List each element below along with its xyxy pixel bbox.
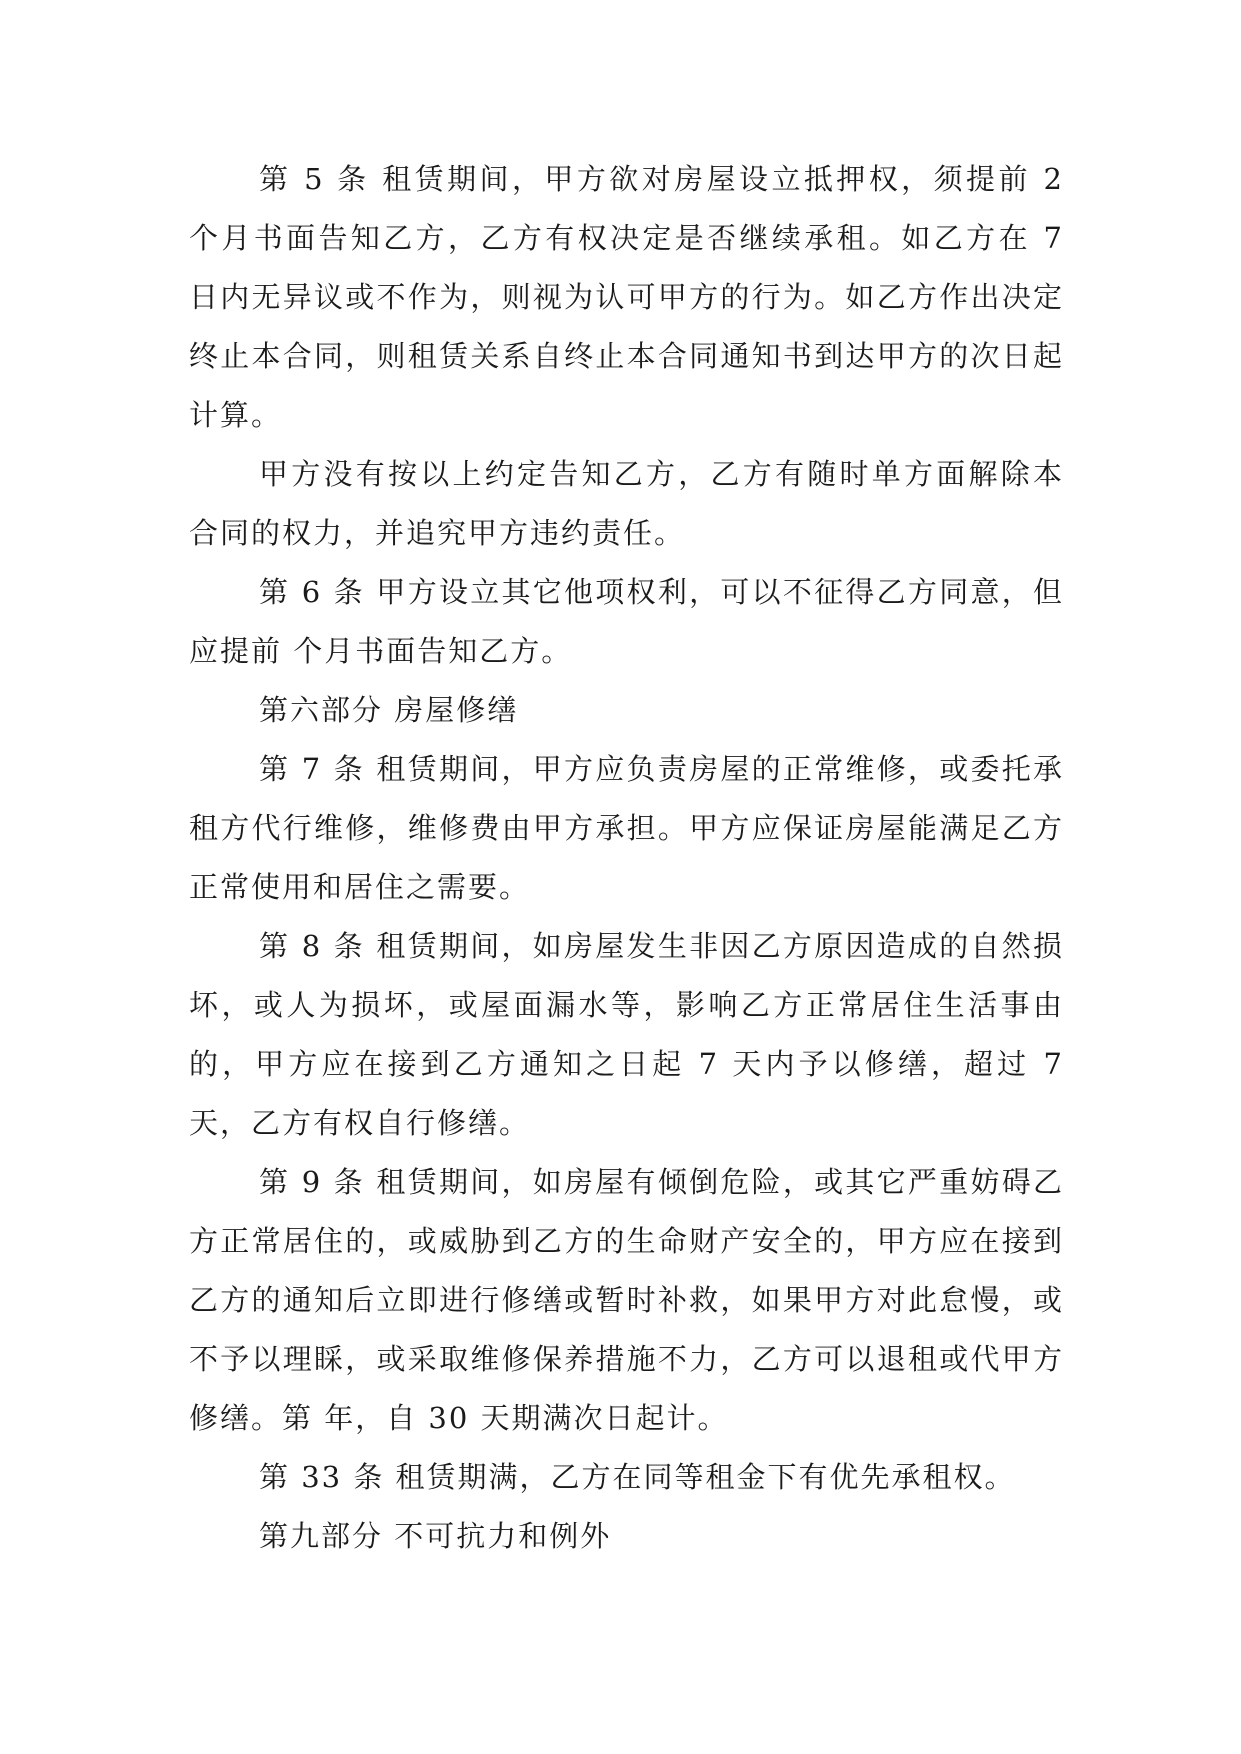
article-33-paragraph: 第 33 条 租赁期满，乙方在同等租金下有优先承租权。 [259, 1460, 1016, 1494]
part-6-heading: 第六部分 房屋修缮 [259, 693, 519, 727]
document-body [189, 150, 1064, 1566]
article-6-paragraph: 第 6 条 甲方设立其它他项权利，可以不征得乙方同意，但应提前 个月书面告知乙方。 [189, 575, 1064, 668]
part-9-heading: 第九部分 不可抗力和例外 [259, 1519, 612, 1553]
article-5-paragraph: 第 5 条 租赁期间，甲方欲对房屋设立抵押权，须提前 2 个月书面告知乙方，乙方有权决定是否继续承租。如乙方在 7 日内无异议或不作为，则视为认可甲方的行为。如乙方作出决定终止本合同，则租赁关系自终止本合同通知书到达甲方的次日起计算。 [189, 162, 1064, 432]
article-7-paragraph: 第 7 条 租赁期间，甲方应负责房屋的正常维修，或委托承租方代行维修，维修费由甲方承担。甲方应保证房屋能满足乙方正常使用和居住之需要。 [189, 752, 1064, 904]
article-9-paragraph: 第 9 条 租赁期间，如房屋有倾倒危险，或其它严重妨碍乙方正常居住的，或威胁到乙方的生命财产安全的，甲方应在接到乙方的通知后立即进行修缮或暂时补救，如果甲方对此怠慢，或不予以理睬，或采取维修保养措施不力，乙方可以退租或代甲方修缮。第 年，自 30 天期满次日起计。 [189, 1165, 1064, 1435]
article-8-paragraph: 第 8 条 租赁期间，如房屋发生非因乙方原因造成的自然损坏，或人为损坏，或屋面漏水等，影响乙方正常居住生活事由的，甲方应在接到乙方通知之日起 7 天内予以修缮，超过 7 天，乙方有权自行修缮。 [189, 929, 1064, 1140]
notice-breach-paragraph: 甲方没有按以上约定告知乙方，乙方有随时单方面解除本合同的权力，并追究甲方违约责任。 [189, 457, 1064, 550]
